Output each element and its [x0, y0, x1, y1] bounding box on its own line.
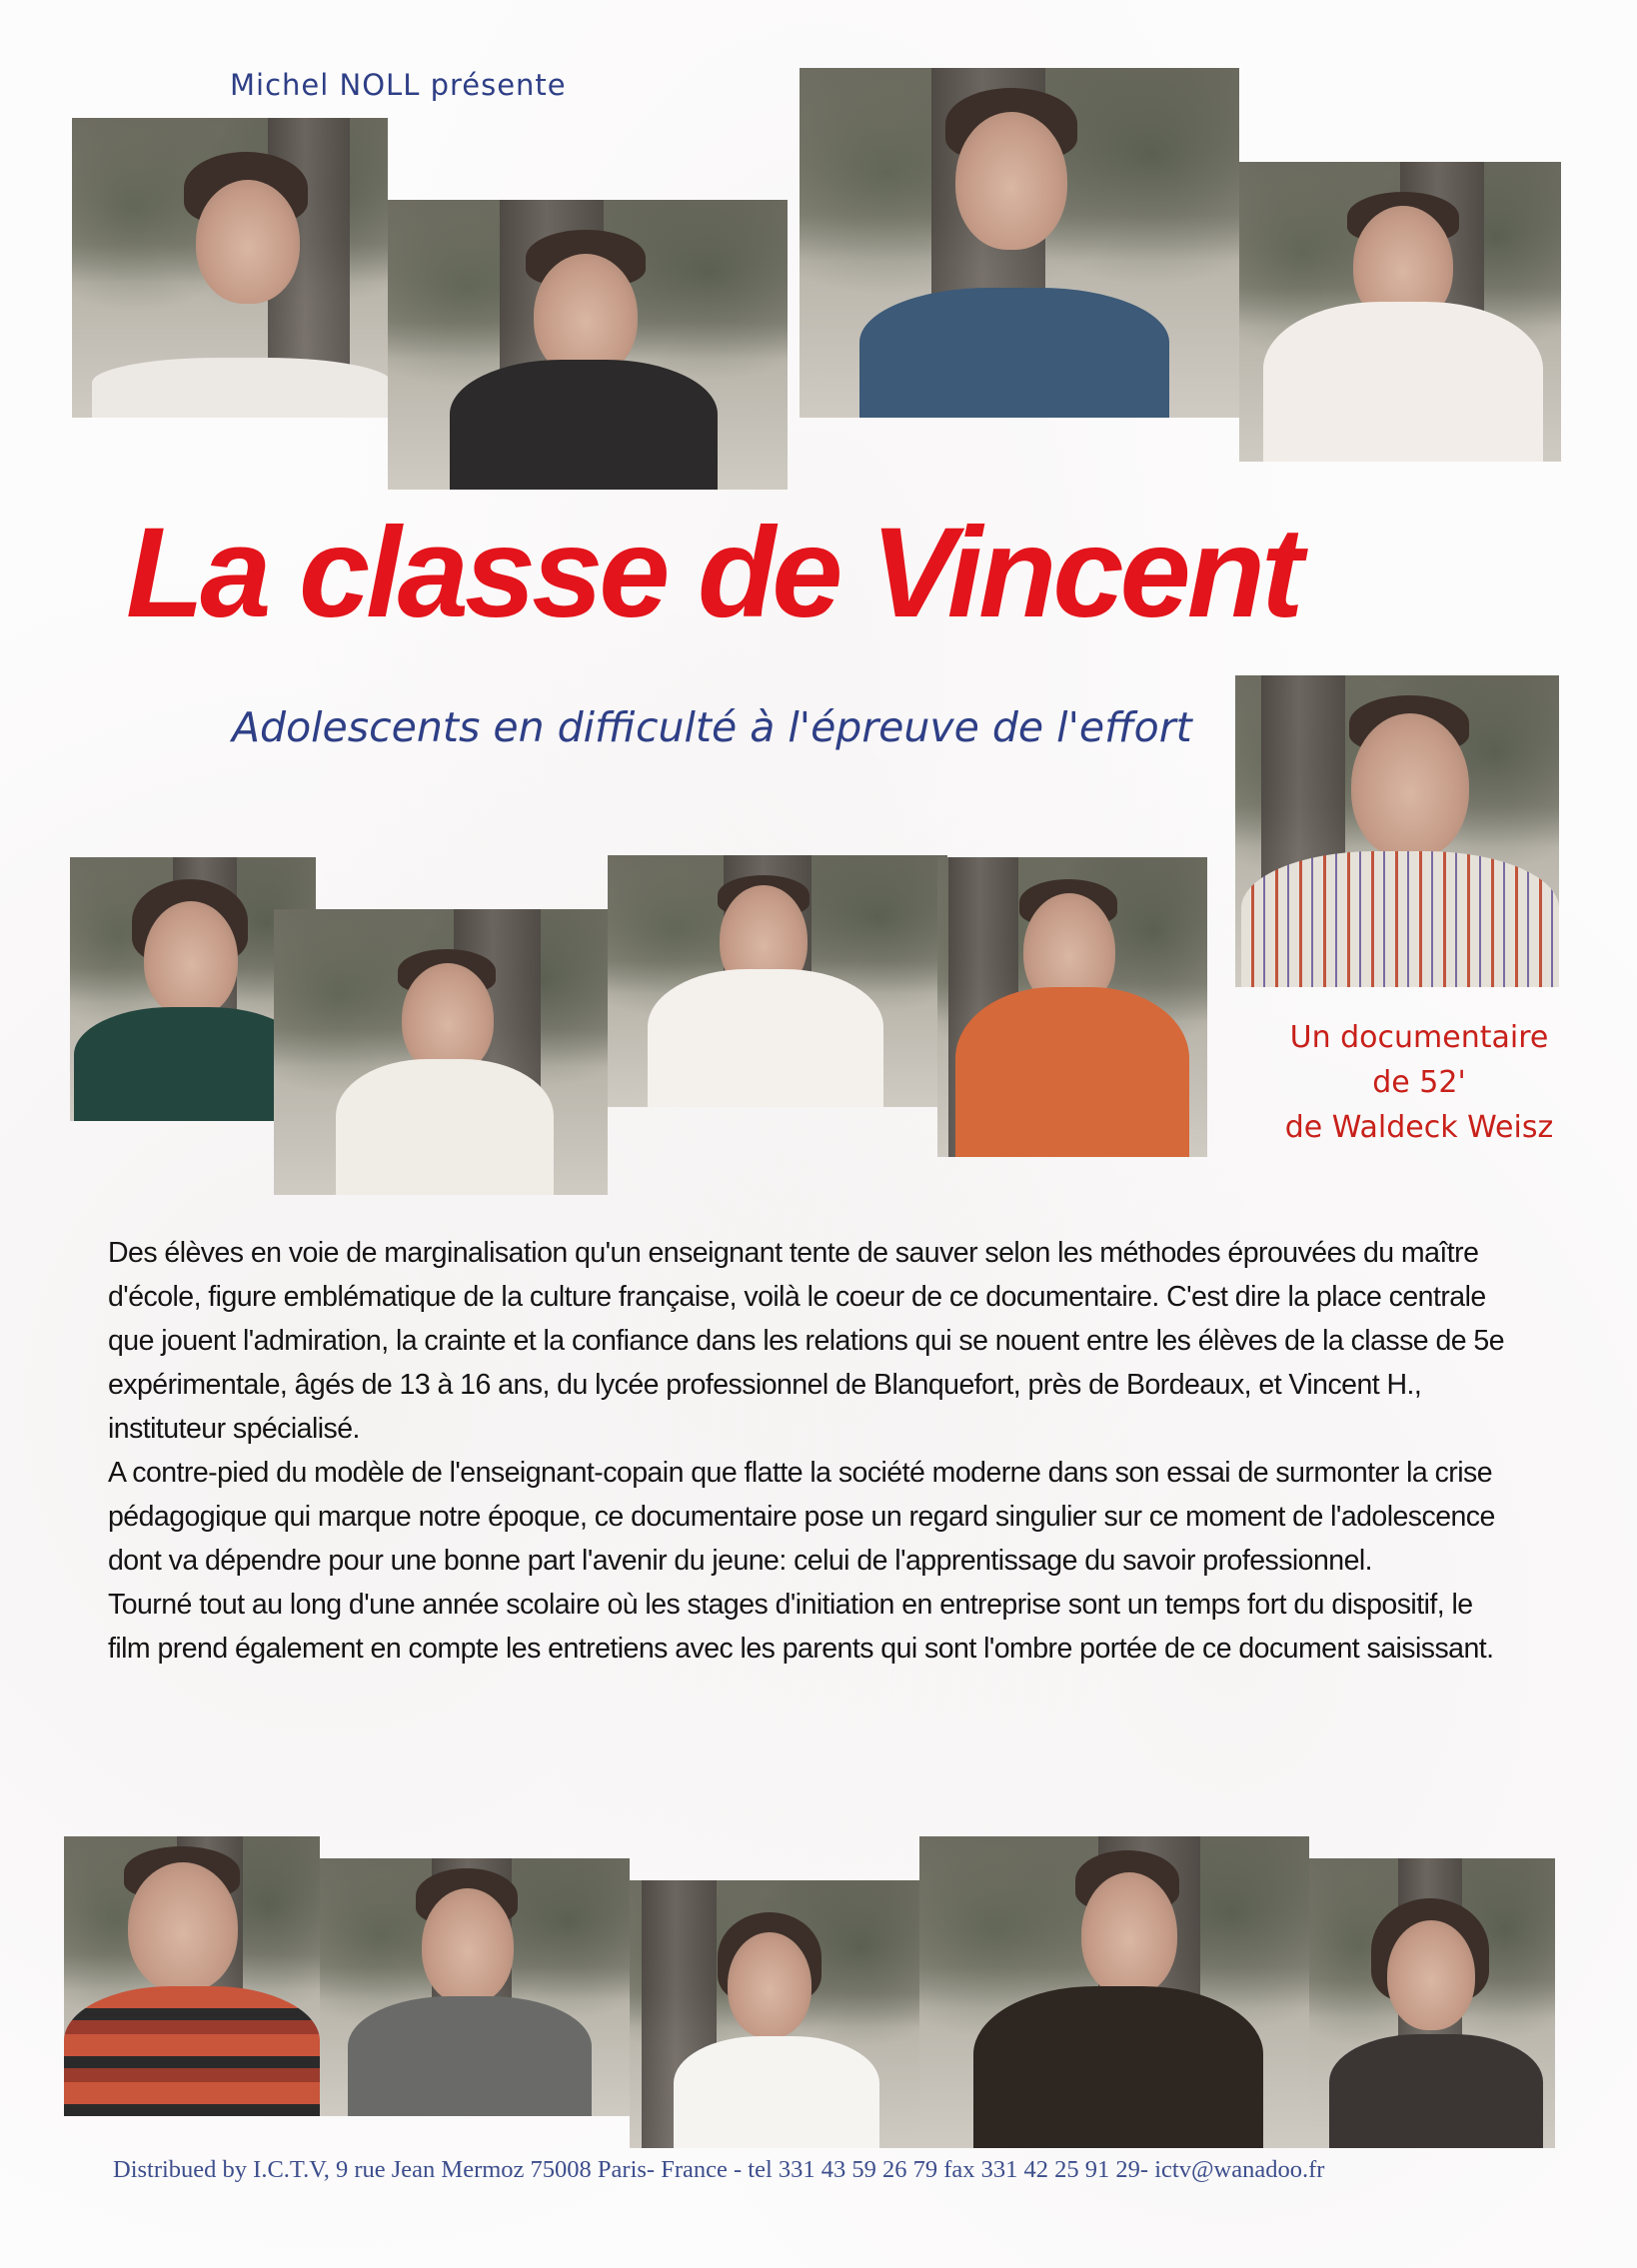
description-text: [108, 1231, 1507, 1671]
presenter-credit: Michel NOLL présente: [230, 68, 567, 102]
page-subtitle: Adolescents en difficulté à l'épreuve de l'effort: [232, 703, 1192, 751]
student-photo-1: [72, 118, 388, 418]
student-photo-9: [64, 1836, 320, 2116]
student-photo-8: [937, 857, 1207, 1157]
description-paragraph-2: A contre-pied du modèle de l'enseignant-copain que flatte la société moderne dans son essai de surmonter la crise pédagogique qui marque notre époque, ce documentaire pose un regard singulier sur ce moment de l'adolescence dont va dépendre pour une bonne part l'avenir du jeune: celui de l'apprentissage du savoir professionnel.: [108, 1457, 1495, 1577]
student-photo-10: [320, 1858, 630, 2116]
student-photo-13: [1309, 1858, 1555, 2148]
teacher-photo: [1235, 675, 1559, 987]
student-photo-4: [1239, 162, 1561, 462]
student-photo-7: [608, 855, 947, 1107]
student-photo-6: [274, 909, 608, 1195]
documentary-credits: [1239, 1015, 1599, 1150]
credits-line-duration: de 52': [1372, 1065, 1466, 1100]
description-paragraph-1: Des élèves en voie de marginalisation qu'un enseignant tente de sauver selon les méthodes éprouvées du maître d'école, figure emblématique de la culture française, voilà le coeur de ce documentaire. C'est dire la place centrale que jouent l'admiration, la crainte et la confiance dans les relations qui se nouent entre les élèves de la classe de 5e expérimentale, âgés de 13 à 16 ans, du lycée professionnel de Blanquefort, près de Bordeaux, et Vincent H., instituteur spécialisé.: [108, 1237, 1505, 1445]
student-photo-12: [919, 1836, 1309, 2148]
credits-line-type: Un documentaire: [1289, 1020, 1549, 1055]
description-paragraph-3: Tourné tout au long d'une année scolaire où les stages d'initiation en entreprise sont un temps fort du dispositif, le film prend également en compte les entretiens avec les parents qui sont l'ombre portée de ce document saisissant.: [108, 1589, 1494, 1665]
page-title: La classe de Vincent: [126, 502, 1300, 644]
student-photo-3: [800, 68, 1239, 418]
distribution-footer: Distribued by I.C.T.V, 9 rue Jean Mermoz 75008 Paris- France - tel 331 43 59 26 79 fax 331 42 25 91 29- ictv@wanadoo.fr: [113, 2156, 1325, 2183]
student-photo-11: [630, 1880, 919, 2148]
credits-line-director: de Waldeck Weisz: [1284, 1110, 1554, 1145]
student-photo-2: [388, 200, 788, 490]
